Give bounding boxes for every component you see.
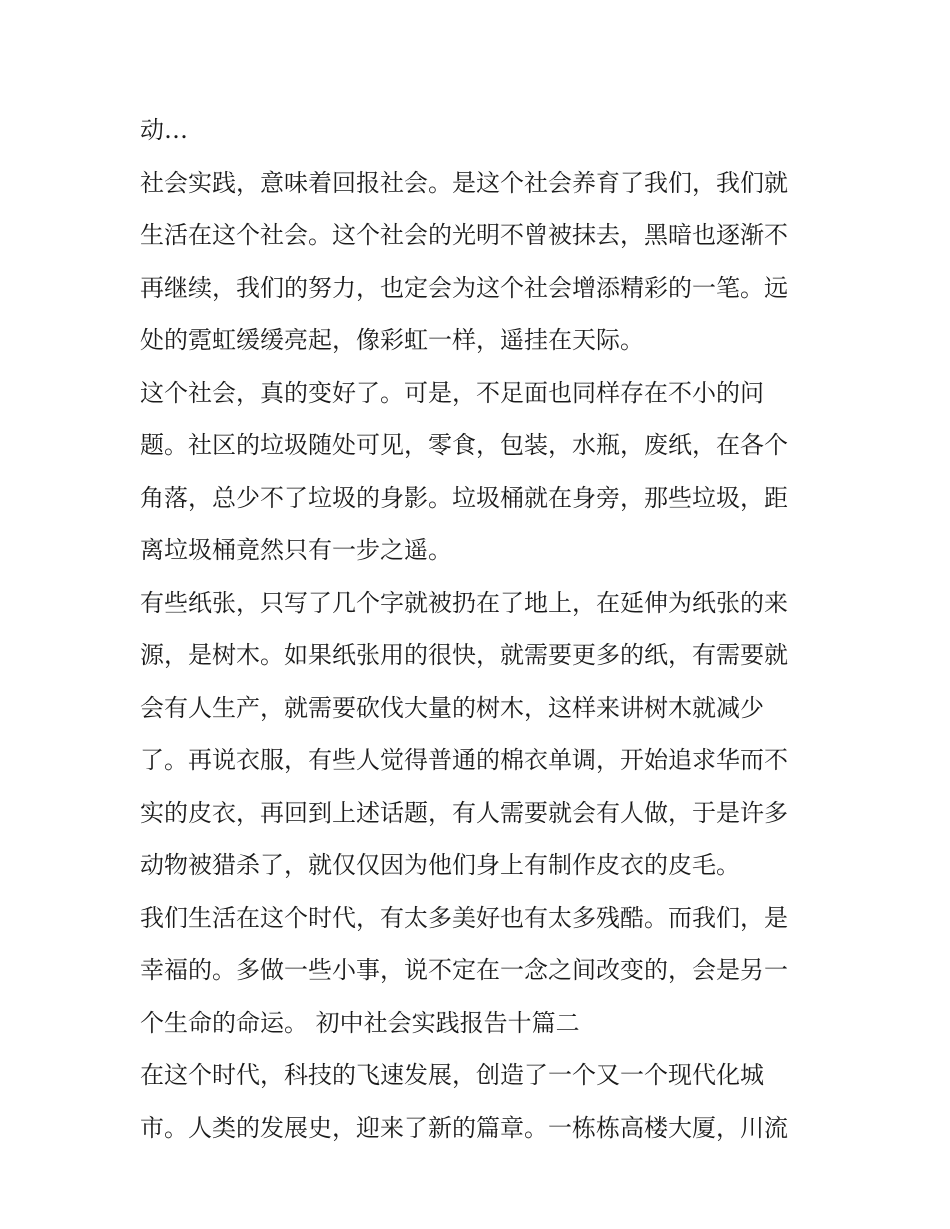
text-line: 动… <box>140 116 188 144</box>
text-line: 市。人类的发展史，迎来了新的篇章。一栋栋高楼大厦，川流 <box>140 1113 788 1142</box>
text-line: 处的霓虹缓缓亮起，像彩虹一样，遥挂在天际。 <box>140 326 644 354</box>
text-line: 了。再说衣服，有些人觉得普通的棉衣单调，开始追求华而不 <box>140 746 788 774</box>
text-line: 会有人生产，就需要砍伐大量的树木，这样来讲树木就减少 <box>140 693 764 722</box>
text-line: 题。社区的垃圾随处可见，零食，包装，水瓶，废纸，在各个 <box>140 431 788 459</box>
text-line: 我们生活在这个时代，有太多美好也有太多残酷。而我们，是 <box>140 903 788 932</box>
text-line: 个生命的命运。 初中社会实践报告十篇二 <box>140 1008 580 1037</box>
document-body <box>140 104 820 1154</box>
text-line: 社会实践，意味着回报社会。是这个社会养育了我们，我们就 <box>140 168 788 197</box>
text-line: 源，是树木。如果纸张用的很快，就需要更多的纸，有需要就 <box>140 641 788 669</box>
text-line: 再继续，我们的努力，也定会为这个社会增添精彩的一笔。远 <box>140 273 788 302</box>
text-line: 生活在这个社会。这个社会的光明不曾被抹去，黑暗也逐渐不 <box>140 221 788 249</box>
text-line: 在这个时代，科技的飞速发展，创造了一个又一个现代化城 <box>140 1061 764 1089</box>
text-line: 角落，总少不了垃圾的身影。垃圾桶就在身旁，那些垃圾，距 <box>140 483 788 512</box>
text-line: 有些纸张，只写了几个字就被扔在了地上，在延伸为纸张的来 <box>140 588 788 617</box>
text-line: 实的皮衣，再回到上述话题，有人需要就会有人做，于是许多 <box>140 798 788 827</box>
text-line: 离垃圾桶竟然只有一步之遥。 <box>140 536 452 564</box>
text-line: 动物被猎杀了，就仅仅因为他们身上有制作皮衣的皮毛。 <box>140 851 740 879</box>
text-line: 这个社会，真的变好了。可是，不足面也同样存在不小的问 <box>140 378 764 407</box>
text-line: 幸福的。多做一些小事，说不定在一念之间改变的，会是另一 <box>140 956 788 984</box>
